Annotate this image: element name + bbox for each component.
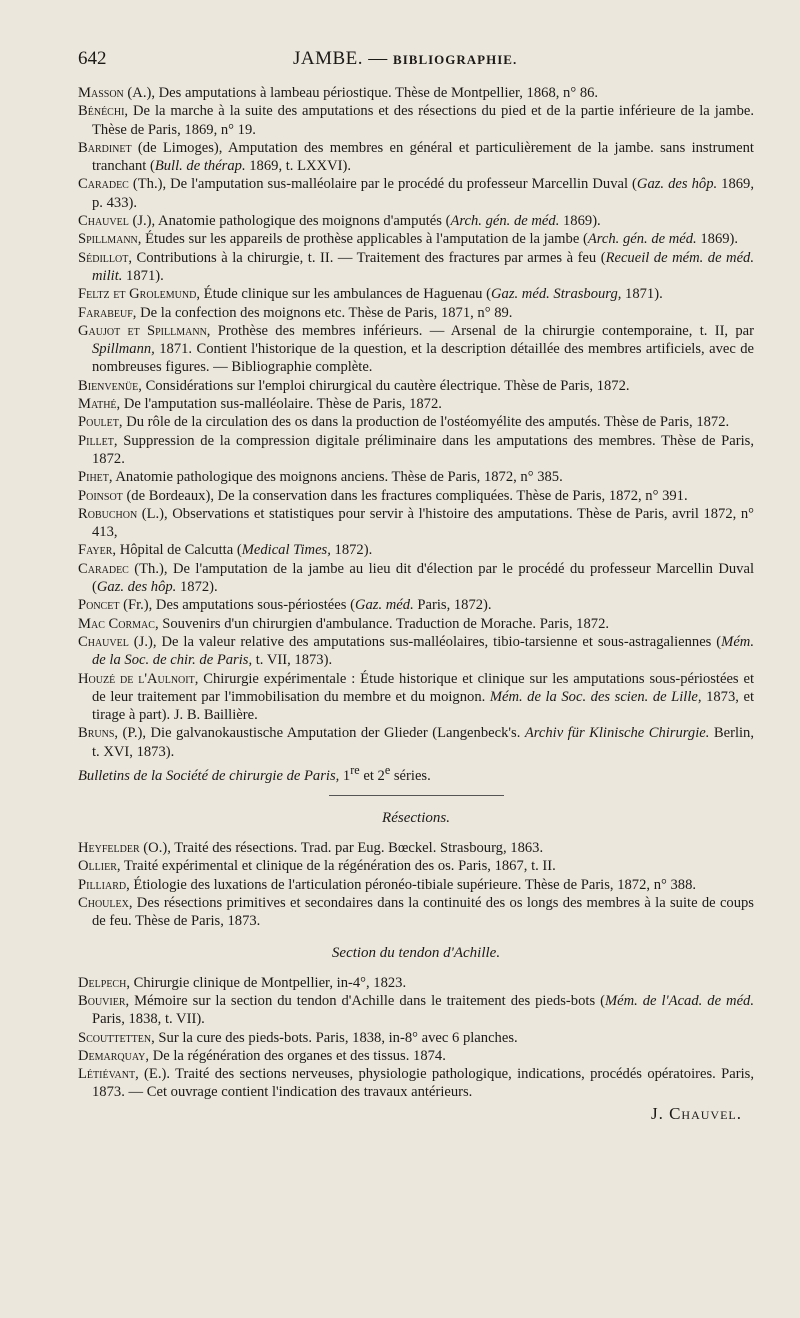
bibliography-list-resections	[78, 839, 754, 930]
entry-text: , De la marche à la suite des amputations et des résections du pied et de la partie inférieure de la jambe. Thèse de Paris, 1869, n° 19.	[92, 103, 754, 138]
bibliography-entry	[78, 1065, 754, 1102]
entry-source: Arch. gén. de méd.	[587, 231, 697, 248]
entry-author: Gaujot et Spillmann	[78, 322, 207, 339]
entry-author: Ollier	[78, 858, 117, 875]
bibliography-entry	[78, 230, 754, 248]
entry-author: Pillet	[78, 432, 114, 449]
entry-text: , De la régénération des organes et des tissus. 1874.	[145, 1047, 446, 1064]
entry-author: Heyfelder	[78, 840, 140, 857]
entry-source: Archiv für Klinische Chirurgie.	[524, 725, 710, 742]
page-number: 642	[78, 48, 107, 69]
entry-source: Recueil de mém. de méd. milit.	[92, 249, 754, 284]
entry-text: (de Limoges), Amputation des membres en général et particulièrement de la jambe. sans instrument tranchant (	[92, 139, 754, 175]
entry-author: Poinsot	[78, 487, 123, 504]
entry-text: (J.), Anatomie pathologique des moignons d'amputés (	[128, 213, 451, 230]
entry-text: (Th.), De l'amputation de la jambe au lieu dit d'élection par le procédé du professeur Marcellin Duval (	[92, 560, 754, 596]
entry-author: Fayer	[78, 542, 113, 559]
page-header	[78, 48, 754, 70]
entry-author: Chauvel	[78, 633, 129, 650]
bibliography-entry	[78, 413, 754, 431]
bibliography-entry	[78, 249, 754, 286]
bibliography-entry	[78, 139, 754, 176]
section-title-achille: Section du tendon d'Achille.	[331, 944, 501, 961]
entry-text: (A.), Des amputations à lambeau périostique. Thèse de Montpellier, 1868, n° 86.	[123, 85, 599, 101]
title-main: JAMBE.	[293, 48, 364, 69]
entry-author: Poulet	[78, 414, 119, 431]
entry-text: , (E.). Traité des sections nerveuses, physiologie pathologique, indications, procédés opératoires. Paris, 1873. — Cet ouvrage contient l'indication des travaux antérieurs.	[92, 1066, 754, 1101]
bibliography-entry	[78, 876, 754, 894]
entry-author: Demarquay	[78, 1047, 146, 1064]
entry-author: Robuchon	[78, 505, 138, 522]
entry-source: Medical Times,	[241, 542, 331, 559]
bibliography-entry	[78, 322, 754, 377]
bibliography-entry	[78, 839, 754, 857]
entry-author: Poncet	[78, 597, 120, 614]
entry-author: Farabeuf	[78, 304, 133, 321]
bibliography-entry	[78, 615, 754, 633]
entry-author: Mathé	[78, 396, 117, 413]
bibliography-entry	[78, 377, 754, 395]
entry-author: Delpech	[78, 974, 127, 991]
entry-text: , (P.), Die galvanokaustische Amputation der Glieder (Langenbeck's.	[114, 725, 525, 742]
section-divider	[329, 795, 504, 796]
entry-text: , Sur la cure des pieds-bots. Paris, 1838, in-8° avec 6 planches.	[151, 1029, 518, 1046]
entry-source: Mém. de la Soc. des scien. de Lille,	[489, 688, 702, 705]
bibliography-list-achille	[78, 974, 754, 1102]
bibliography-entry	[78, 468, 754, 486]
entry-tail: 1871).	[621, 286, 663, 303]
bibliography-list-amputations	[78, 84, 754, 761]
entry-source: Gaz. méd. Strasbourg,	[490, 286, 622, 303]
entry-author: Pihet	[78, 469, 109, 486]
entry-author: Létiévant	[78, 1066, 136, 1083]
entry-text: , De la confection des moignons etc. Thèse de Paris, 1871, n° 89.	[132, 304, 513, 321]
title-dash: —	[368, 48, 388, 69]
bibliography-entry	[78, 395, 754, 413]
entry-source: Mém. de la Soc. de chir. de Paris,	[92, 633, 754, 669]
entry-text: , Des résections primitives et secondaires dans la continuité des os longs des membres à la suite de coups de feu. Thèse de Paris, 1873.	[92, 895, 754, 930]
entry-tail: 1869, p. 433).	[92, 176, 755, 211]
bibliography-entry	[78, 285, 754, 303]
entry-author: Mac Cormac	[78, 615, 155, 632]
bibliography-entry	[78, 670, 754, 725]
entry-text: , Chirurgie expérimentale : Étude historique et clinique sur les amputations sous-périostées et de leur traitement par l'immobilisation du membre et du moignon.	[92, 670, 754, 705]
bibliography-entry	[78, 84, 754, 102]
bibliography-entry	[78, 596, 754, 614]
entry-author: Spillmann	[78, 231, 138, 248]
author-signature: J. Chauvel.	[650, 1103, 742, 1123]
entry-text: , Hôpital de Calcutta (	[112, 542, 242, 559]
bibliography-entry	[78, 894, 754, 931]
entry-author: Masson	[78, 85, 124, 101]
bibliography-entry	[78, 212, 754, 230]
entry-tail: Berlin, t. XVI, 1873).	[92, 725, 754, 760]
entry-tail: 1873, et tirage à part). J. B. Baillière.	[92, 688, 754, 724]
entry-source: Bull. de thérap.	[154, 158, 246, 175]
section-title-resections: Résections.	[382, 810, 450, 827]
entry-text: , Traité expérimental et clinique de la régénération des os. Paris, 1867, t. II.	[116, 858, 556, 875]
entry-text: , Étude clinique sur les ambulances de Haguenau (	[196, 286, 491, 303]
entry-tail: 1869).	[696, 231, 739, 248]
bibliography-entry	[78, 304, 754, 322]
entry-text: (Fr.), Des amputations sous-périostées (	[119, 597, 355, 614]
entry-text: (O.), Traité des résections. Trad. par Eug. Bœckel. Strasbourg, 1863.	[139, 840, 544, 857]
bibliography-entry-bulletins: Bulletins de la Société de chirurgie de Paris, 1re et 2e séries.	[78, 762, 431, 784]
bibliography-entry	[78, 1047, 754, 1065]
entry-source: Gaz. des hôp.	[636, 176, 718, 193]
entry-source: Spillmann,	[92, 341, 155, 358]
entry-tail: 1871. Contient l'historique de la question, et la description détaillée des membres artificiels, avec de nombreuses figures. — Bibliographie complète.	[92, 341, 754, 376]
entry-author: Bardinet	[78, 139, 132, 156]
entry-text: , Étiologie des luxations de l'articulation péronéo-tibiale supérieure. Thèse de Paris, 1872, n° 388.	[126, 876, 697, 893]
bibliography-entry	[78, 857, 754, 875]
entry-author: Feltz et Grolemund	[78, 286, 197, 303]
entry-tail: Paris, 1838, t. VII).	[92, 1011, 205, 1028]
entry-source: Gaz. des hôp.	[96, 579, 177, 596]
entry-author: Pilliard	[78, 876, 127, 893]
entry-text: (J.), De la valeur relative des amputations sus-malléolaires, tibio-tarsienne et sous-astragaliennes (	[128, 633, 722, 650]
entry-author: Choulex	[78, 895, 129, 912]
entry-tail: t. VII, 1873).	[252, 652, 333, 669]
entry-tail: 1869).	[559, 213, 601, 230]
entry-author: Bénéchi	[78, 103, 125, 120]
title-subtitle: BIBLIOGRAPHIE.	[393, 52, 518, 67]
entry-source: Gaz. méd.	[354, 597, 414, 614]
entry-tail: 1871).	[122, 267, 164, 284]
entry-text: , Prothèse des membres inférieurs. — Arsenal de la chirurgie contemporaine, t. II, par	[206, 322, 754, 339]
entry-text: (de Bordeaux), De la conservation dans les fractures compliquées. Thèse de Paris, 1872, n° 391.	[122, 487, 688, 504]
entry-source: Arch. gén. de méd.	[450, 213, 560, 230]
entry-author: Houzé de l'Aulnoit	[78, 670, 195, 687]
bibliography-entry	[78, 102, 754, 139]
entry-text: (Th.), De l'amputation sus-malléolaire par le procédé du professeur Marcellin Duval (	[128, 176, 637, 193]
bibliography-entry	[78, 1029, 754, 1047]
entry-text: , Suppression de la compression digitale préliminaire dans les amputations des membres. Thèse de Paris, 1872.	[92, 432, 754, 467]
entry-author: Scouttetten	[78, 1029, 152, 1046]
bibliography-entry	[78, 560, 754, 597]
bibliography-entry	[78, 175, 754, 212]
entry-author: Bruns	[78, 725, 115, 742]
entry-author: Chauvel	[78, 213, 129, 230]
bibliography-entry	[78, 992, 754, 1029]
bibliography-entry	[78, 432, 754, 469]
entry-text: , Considérations sur l'emploi chirurgical du cautère électrique. Thèse de Paris, 1872.	[138, 377, 630, 394]
bibliography-entry	[78, 487, 754, 505]
entry-author: Bienvenüe	[78, 377, 139, 394]
entry-text: , Mémoire sur la section du tendon d'Achille dans le traitement des pieds-bots (	[125, 992, 605, 1009]
entry-author: Bouvier	[78, 992, 126, 1009]
entry-text: , Souvenirs d'un chirurgien d'ambulance. Traduction de Morache. Paris, 1872.	[154, 615, 610, 632]
bibliography-entry	[78, 974, 754, 992]
running-title	[293, 48, 517, 70]
entry-text: , Études sur les appareils de prothèse applicables à l'amputation de la jambe (	[137, 231, 588, 248]
entry-text: (L.), Observations et statistiques pour servir à l'histoire des amputations. Thèse de Paris, avril 1872, n° 413,	[92, 505, 754, 541]
entry-text: , Contributions à la chirurgie, t. II. — Traitement des fractures par armes à feu (	[128, 249, 606, 266]
bibliography-entry	[78, 724, 754, 761]
entry-text: , Chirurgie clinique de Montpellier, in-4°, 1823.	[126, 974, 407, 991]
entry-source: Mém. de l'Acad. de méd.	[604, 992, 754, 1009]
entry-author: Sédillot	[78, 249, 129, 266]
bibliography-entry	[78, 505, 754, 542]
entry-author: Caradec	[78, 560, 129, 577]
bibliography-entry	[78, 541, 754, 559]
entry-tail: 1869, t. LXXVI).	[245, 158, 351, 175]
entry-text: , Anatomie pathologique des moignons anciens. Thèse de Paris, 1872, n° 385.	[108, 469, 563, 486]
entry-author: Caradec	[78, 176, 129, 193]
entry-tail: Paris, 1872).	[413, 597, 492, 614]
entry-text: , Du rôle de la circulation des os dans la production de l'ostéomyélite des amputés. Thèse de Paris, 1872.	[118, 414, 730, 431]
entry-text: , De l'amputation sus-malléolaire. Thèse de Paris, 1872.	[116, 396, 442, 413]
entry-tail: 1872).	[176, 579, 218, 596]
bibliography-entry	[78, 633, 754, 670]
entry-tail: 1872).	[330, 542, 373, 559]
